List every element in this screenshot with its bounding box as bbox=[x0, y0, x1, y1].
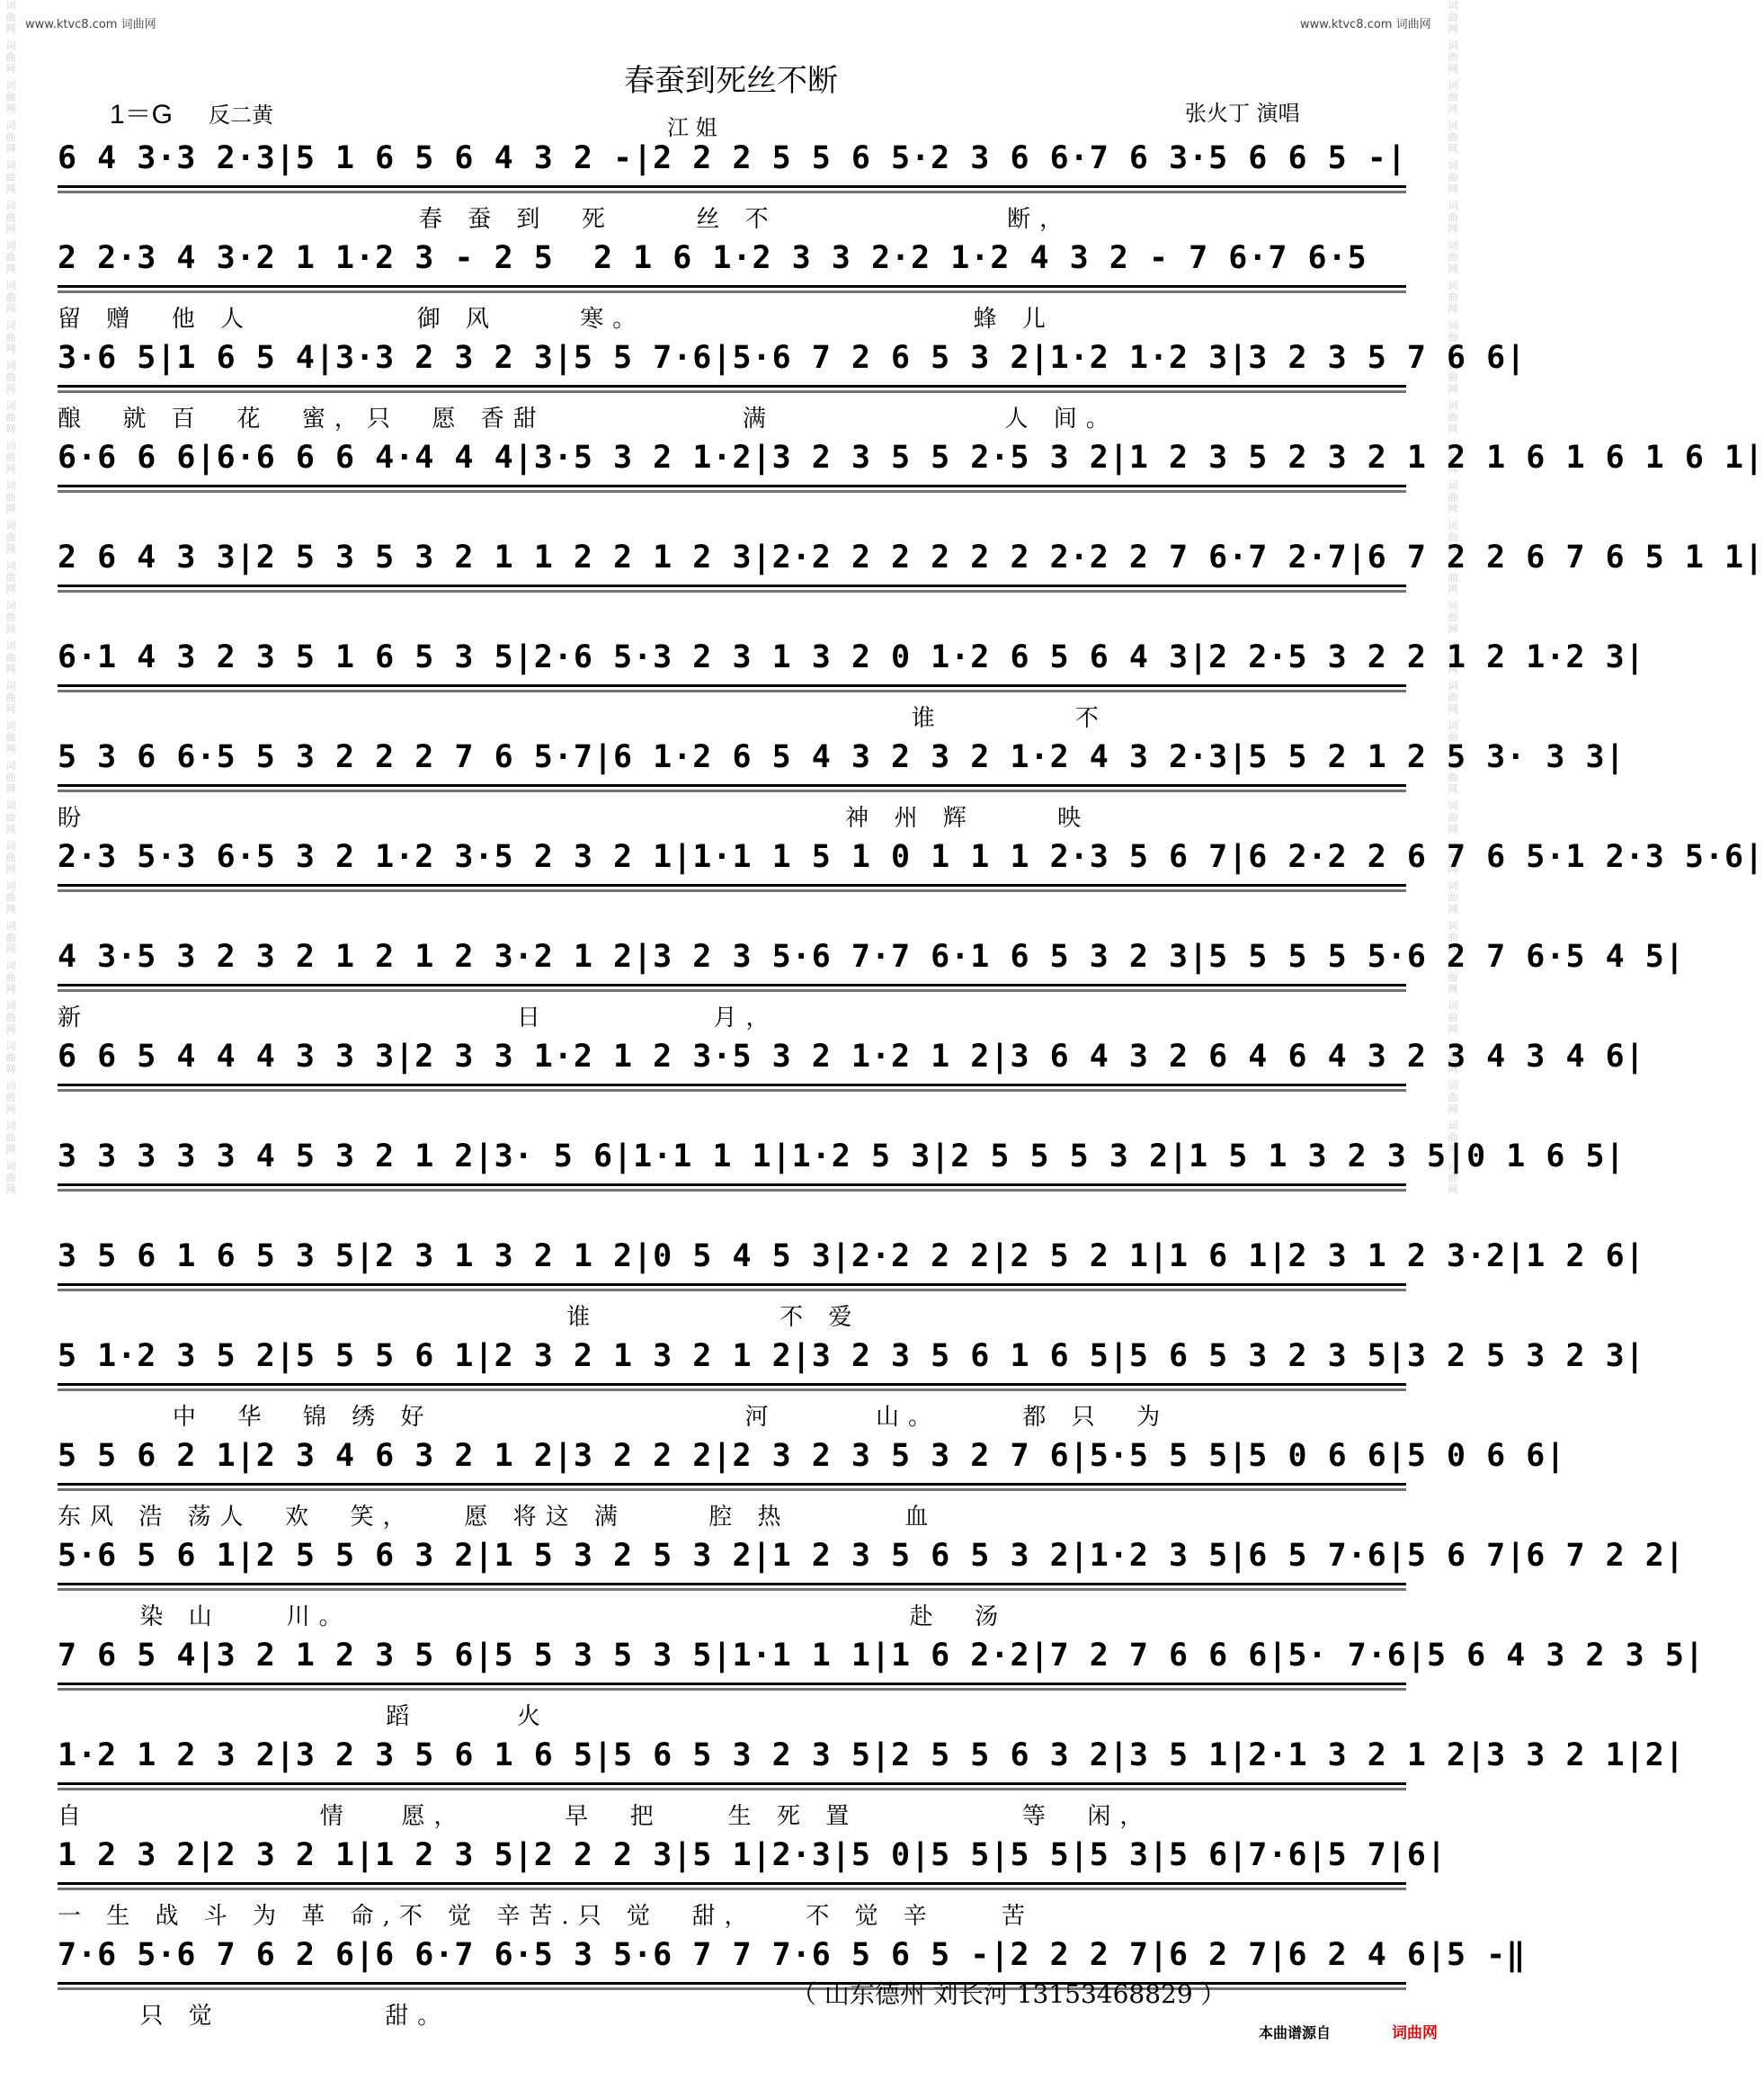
score-row bbox=[58, 500, 1764, 601]
watermark-left: www.ktvc8.com 词曲网 bbox=[25, 18, 156, 31]
notation-line: 3·6 5|1 6 5 4|3·3 2 3 2 3|5 5 7·6|5·6 7 2 6 5 3 2|1·2 1·2 3|3 2 3 5 7 6 6| bbox=[58, 340, 1527, 376]
notation-line: 6 6 5 4 4 4 3 3 3|2 3 3 1·2 1 2 3·5 3 2 1·2 1 2|3 6 4 3 2 6 4 6 4 3 2 3 4 3 4 6| bbox=[58, 1039, 1645, 1075]
notation-line: 6·6 6 6|6·6 6 6 4·4 4 4|3·5 3 2 1·2|3 2 3 5 5 2·5 3 2|1 2 3 5 2 3 2 1 2 1 6 1 6 1 6 1| bbox=[58, 440, 1764, 476]
lyric-line: 一 生 战 斗 为 革 命,不 觉 辛苦.只 觉 甜， 不 觉 辛 苦 bbox=[58, 1903, 1034, 1930]
beam-underline bbox=[58, 784, 1406, 787]
beam-underline-double bbox=[58, 1089, 1406, 1092]
watermark-right: www.ktvc8.com 词曲网 bbox=[1300, 18, 1431, 31]
lyric-line: 东风 浩 荡人 欢 笑， 愿 将这 满 腔 热 血 bbox=[58, 1504, 938, 1531]
beam-underline-double bbox=[58, 1289, 1406, 1291]
notation-line: 7·6 5·6 7 6 2 6|6 6·7 6·5 3 5·6 7 7 7·6 5 6 5 -|2 2 2 7|6 2 7|6 2 4 6|5 -‖ bbox=[58, 1937, 1527, 1973]
score-row bbox=[58, 1398, 1566, 1499]
beam-underline-double bbox=[58, 989, 1406, 992]
notation-line: 2 6 4 3 3|2 5 3 5 3 2 1 1 2 2 1 2 3|2·2 2 2 2 2 2 2·2 2 7 6·7 2·7|6 7 2 2 6 7 6 5 1 1| bbox=[58, 540, 1764, 576]
lyric-line: 谁 不 爱 bbox=[58, 1304, 861, 1331]
score-row bbox=[58, 999, 1645, 1100]
notation-line: 2·3 5·3 6·5 3 2 1·2 3·5 2 3 2 1|1·1 1 5 1 0 1 1 1 2·3 5 6 7|6 2·2 2 6 7 6 5·1 2·3 5·6| bbox=[58, 839, 1764, 875]
brand-logo: 词曲网 bbox=[1392, 2024, 1438, 2042]
score-row bbox=[58, 201, 1406, 301]
lyric-line: 酿 就 百 花 蜜，只 愿 香甜 满 人 间。 bbox=[58, 406, 1118, 433]
lyric-line: 春 蚕 到 死 丝 不 断， bbox=[58, 206, 1073, 233]
beam-underline bbox=[58, 1283, 1406, 1286]
beam-underline-double bbox=[58, 889, 1406, 892]
beam-underline-double bbox=[58, 1189, 1406, 1192]
lyric-line: 自 情 愿， 早 把 生 死 置 等 闲， bbox=[58, 1803, 1153, 1830]
lyric-line: 蹈 火 bbox=[58, 1703, 549, 1730]
lyric-line: 谁 不 bbox=[58, 705, 1108, 732]
notation-line: 1·2 1 2 3 2|3 2 3 5 6 1 6 5|5 6 5 3 2 3 5|2 5 5 6 3 2|3 5 1|2·1 3 2 1 2|3 3 2 1|2| bbox=[58, 1737, 1685, 1773]
opera-subtitle: 江 姐 bbox=[667, 115, 717, 140]
lyric-line bbox=[58, 1099, 1406, 1135]
beam-underline-double bbox=[58, 590, 1406, 593]
score-row bbox=[58, 600, 1645, 701]
beam-underline bbox=[58, 185, 1406, 188]
lyric-line: 只 觉 甜。 bbox=[58, 2003, 450, 2030]
notation-line: 7 6 5 4|3 2 1 2 3 5 6|5 5 3 5 3 5|1·1 1 1|1 6 2·2|7 2 7 6 6 6|5· 7·6|5 6 4 3 2 3 5| bbox=[58, 1638, 1705, 1674]
beam-underline-double bbox=[58, 191, 1406, 193]
beam-underline bbox=[58, 1483, 1406, 1486]
beam-underline bbox=[58, 1583, 1406, 1585]
score-row bbox=[58, 1199, 1645, 1299]
notation-line: 6·1 4 3 2 3 5 1 6 5 3 5|2·6 5·3 2 3 1 3 2 0 1·2 6 5 6 4 3|2 2·5 3 2 2 1 2 1·2 3| bbox=[58, 639, 1645, 675]
lyric-line: 新 日 月， bbox=[58, 1004, 779, 1031]
lyric-line bbox=[58, 500, 1406, 536]
score-row bbox=[58, 1598, 1705, 1699]
beam-underline bbox=[58, 684, 1406, 687]
beam-underline bbox=[58, 585, 1406, 587]
side-watermark-right: 词曲网 词曲网 词曲网 词曲网 词曲网 词曲网 词曲网 词曲网 词曲网 词曲网 词曲网 词曲网 词曲网 词曲网 词曲网 词曲网 词曲网 词曲网 词曲网 词曲网 词曲网 词曲网 词曲网 词曲网 词曲网 词曲网 词曲网 词曲网 词曲网 词曲网 bbox=[1447, 0, 1458, 1196]
score-row bbox=[58, 300, 1527, 401]
notation-line: 4 3·5 3 2 3 2 1 2 1 2 3·2 1 2|3 2 3 5·6 7·7 6·1 6 5 3 2 3|5 5 5 5 5·6 2 7 6·5 4 5| bbox=[58, 939, 1685, 975]
side-watermark-left: 词曲网 词曲网 词曲网 词曲网 词曲网 词曲网 词曲网 词曲网 词曲网 词曲网 词曲网 词曲网 词曲网 词曲网 词曲网 词曲网 词曲网 词曲网 词曲网 词曲网 词曲网 词曲网 词曲网 词曲网 词曲网 词曲网 词曲网 词曲网 词曲网 词曲网 bbox=[4, 0, 16, 1196]
lyric-line: 染 山 川。 赴 汤 bbox=[58, 1603, 1008, 1630]
beam-underline-double bbox=[58, 1888, 1406, 1890]
lyric-line: 留 赠 他 人 御 风 寒。 蜂 儿 bbox=[58, 306, 1055, 333]
source-note: 本曲谱源自 bbox=[1259, 2024, 1332, 2041]
score-row bbox=[58, 899, 1685, 1000]
beam-underline-double bbox=[58, 1588, 1406, 1591]
beam-underline bbox=[58, 1782, 1406, 1785]
mode-label: 反二黄 bbox=[209, 103, 273, 128]
key-signature: 1＝G bbox=[110, 100, 174, 129]
notation-line: 3 3 3 3 3 4 5 3 2 1 2|3· 5 6|1·1 1 1|1·2 5 3|2 5 5 5 3 2|1 5 1 3 2 3 5|0 1 6 5| bbox=[58, 1138, 1626, 1174]
score-row bbox=[58, 1997, 1406, 2098]
beam-underline bbox=[58, 1084, 1406, 1086]
score-row bbox=[58, 1299, 1645, 1399]
score-row bbox=[58, 700, 1626, 800]
lyric-line: 中 华 锦 绣 好 河 山。 都 只 为 bbox=[58, 1404, 1170, 1431]
score-row bbox=[58, 1498, 1685, 1599]
notation-line: 5 5 6 2 1|2 3 4 6 3 2 1 2|3 2 2 2|2 3 2 3 5 3 2 7 6|5·5 5 5|5 0 6 6|5 0 6 6| bbox=[58, 1438, 1566, 1474]
lyric-line: 盼 神 州 辉 映 bbox=[58, 805, 1091, 832]
score-row bbox=[58, 1698, 1685, 1799]
beam-underline bbox=[58, 1882, 1406, 1885]
notation-line bbox=[58, 2037, 1406, 2080]
beam-underline-double bbox=[58, 1488, 1406, 1491]
notation-line: 5 1·2 3 5 2|5 5 5 6 1|2 3 2 1 3 2 1 2|3 2 3 5 6 1 6 5|5 6 5 3 2 3 5|3 2 5 3 2 3| bbox=[58, 1338, 1645, 1374]
beam-underline bbox=[58, 285, 1406, 288]
song-title: 春蚕到死丝不断 bbox=[624, 63, 838, 99]
beam-underline-double bbox=[58, 1388, 1406, 1391]
beam-underline bbox=[58, 385, 1406, 388]
beam-underline-double bbox=[58, 490, 1406, 493]
beam-underline-double bbox=[58, 390, 1406, 393]
singer-credit: 张火丁 演唱 bbox=[1185, 101, 1300, 126]
score-row bbox=[58, 1099, 1626, 1200]
beam-underline-double bbox=[58, 1788, 1406, 1790]
notation-line: 3 5 6 1 6 5 3 5|2 3 1 3 2 1 2|0 5 4 5 3|2·2 2 2|2 5 2 1|1 6 1|2 3 1 2 3·2|1 2 6| bbox=[58, 1238, 1645, 1274]
beam-underline-double bbox=[58, 690, 1406, 692]
score-row bbox=[58, 101, 1406, 201]
beam-underline bbox=[58, 884, 1406, 887]
score-row bbox=[58, 400, 1764, 501]
score-row bbox=[58, 1798, 1448, 1898]
notation-line: 2 2·3 4 3·2 1 1·2 3 - 2 5 2 1 6 1·2 3 3 2·2 1·2 4 3 2 - 7 6·7 6·5 bbox=[58, 240, 1368, 276]
notation-line: 5·6 5 6 1|2 5 5 6 3 2|1 5 3 2 5 3 2|1 2 3 5 6 5 3 2|1·2 3 5|6 5 7·6|5 6 7|6 7 2 2| bbox=[58, 1538, 1685, 1574]
beam-underline-double bbox=[58, 290, 1406, 293]
lyric-line bbox=[58, 101, 1406, 137]
notation-line: 5 3 6 6·5 5 3 2 2 2 7 6 5·7|6 1·2 6 5 4 3 2 3 2 1·2 4 3 2·3|5 5 2 1 2 5 3· 3 3| bbox=[58, 739, 1626, 775]
notation-line: 1 2 3 2|2 3 2 1|1 2 3 5|2 2 2 3|5 1|2·3|5 0|5 5|5 5|5 3|5 6|7·6|5 7|6| bbox=[58, 1837, 1448, 1873]
beam-underline-double bbox=[58, 790, 1406, 792]
transcriber-credit: （ 山东德州 刘长河 13153468829 ） bbox=[791, 1979, 1226, 2009]
beam-underline bbox=[58, 485, 1406, 487]
notation-line: 6 4 3·3 2·3|5 1 6 5 6 4 3 2 -|2 2 2 5 5 6 5·2 3 6 6·7 6 3·5 6 6 5 -| bbox=[58, 140, 1407, 176]
beam-underline-double bbox=[58, 1688, 1406, 1691]
lyric-line bbox=[58, 600, 1406, 636]
score-row bbox=[58, 799, 1764, 900]
beam-underline bbox=[58, 1383, 1406, 1386]
beam-underline bbox=[58, 984, 1406, 987]
beam-underline bbox=[58, 1683, 1406, 1685]
lyric-line bbox=[58, 1199, 1406, 1235]
beam-underline bbox=[58, 1183, 1406, 1186]
lyric-line bbox=[58, 899, 1406, 935]
